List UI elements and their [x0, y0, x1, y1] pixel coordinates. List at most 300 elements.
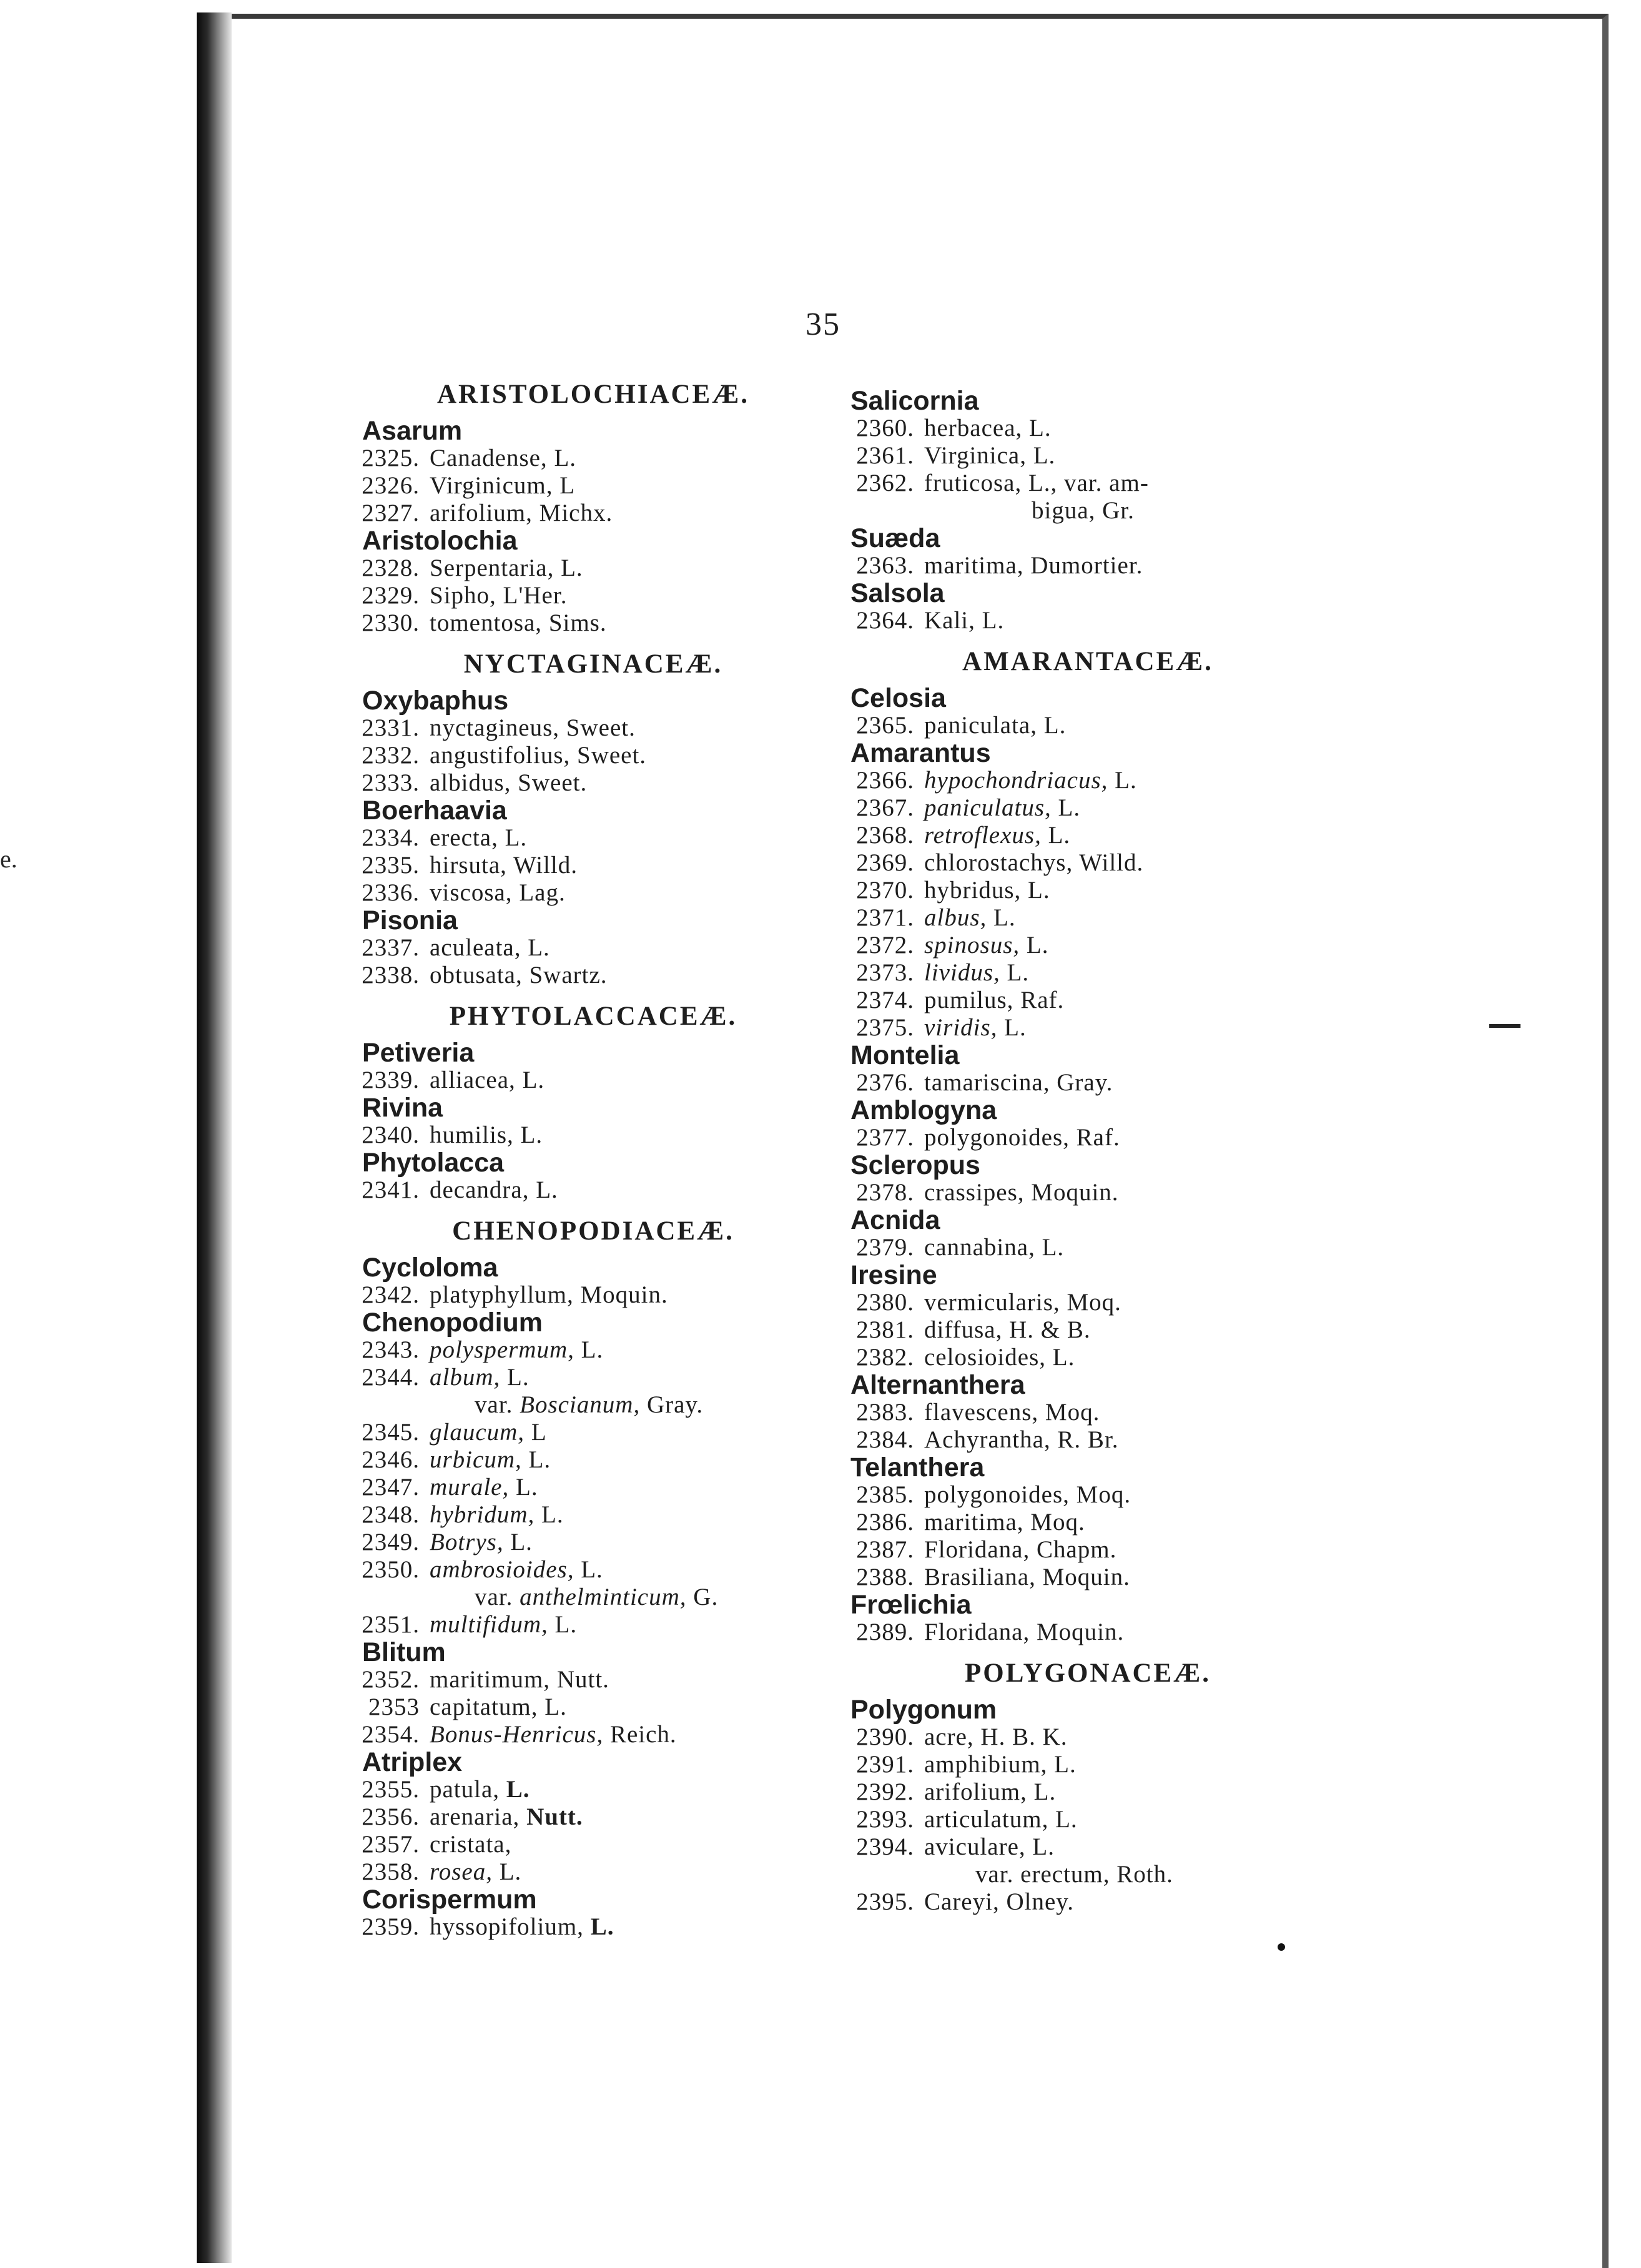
species-entry: [844, 607, 1331, 634]
catalog-number: 2333.: [362, 769, 420, 796]
species-entry: [350, 1336, 837, 1364]
catalog-number: 2390.: [856, 1723, 914, 1750]
variety-prefix: var.: [975, 1861, 1014, 1888]
species-name: pumilus,: [924, 987, 1014, 1013]
species-name: Canadense,: [430, 445, 548, 471]
family-heading: PHYTOLACCACEÆ.: [449, 1002, 737, 1031]
catalog-number: 2394.: [856, 1833, 914, 1860]
species-name: Floridana,: [924, 1536, 1030, 1563]
species-authority: L.: [1054, 1751, 1077, 1778]
variety-authority: Gray.: [646, 1391, 704, 1418]
species-name: herbacea,: [924, 415, 1023, 441]
species-authority: L: [531, 1419, 547, 1446]
catalog-number: 2338.: [362, 962, 420, 989]
species-entry: [844, 1888, 1331, 1916]
species-name: decandra,: [430, 1176, 530, 1203]
species-authority: Moq.: [1045, 1399, 1100, 1426]
genus-heading: Atriplex: [362, 1747, 463, 1777]
catalog-number: 2336.: [362, 879, 420, 906]
species-entry: [844, 932, 1331, 959]
variety-prefix: var.: [475, 1391, 513, 1418]
catalog-number: 2340.: [362, 1122, 420, 1148]
species-name: Kali,: [924, 607, 975, 634]
species-name: Careyi,: [924, 1888, 1000, 1915]
catalog-number: 2342.: [362, 1281, 420, 1308]
genus-heading: Corispermum: [362, 1885, 537, 1915]
catalog-number: 2372.: [856, 932, 914, 959]
species-authority: L.: [528, 1446, 551, 1473]
species-authority: Gray.: [1057, 1069, 1113, 1096]
catalog-number: 2374.: [856, 987, 914, 1013]
species-entry: [350, 824, 837, 852]
species-entry: [844, 552, 1331, 579]
species-name: chlorostachys,: [924, 849, 1073, 876]
catalog-number: 2331.: [362, 714, 420, 741]
species-name: tomentosa,: [430, 609, 543, 636]
species-entry: [844, 1014, 1331, 1042]
family-heading: CHENOPODIACEÆ.: [452, 1216, 734, 1246]
species-authority: Dumortier.: [1030, 552, 1143, 579]
catalog-number: 2370.: [856, 877, 914, 904]
species-entry: [350, 1419, 837, 1446]
species-entry: [350, 1721, 837, 1748]
species-entry: [844, 442, 1331, 470]
species-entry: [350, 1176, 837, 1204]
species-authority: Raf.: [1020, 987, 1065, 1013]
catalog-number: 2393.: [856, 1806, 914, 1833]
species-authority: L.: [541, 1501, 564, 1528]
species-entry: [350, 1474, 837, 1501]
species-name: polyspermum,: [430, 1336, 574, 1363]
genus-heading: Asarum: [362, 416, 463, 446]
catalog-number: 2332.: [362, 742, 420, 769]
species-name: Bonus-Henricus,: [430, 1721, 604, 1748]
species-authority: L.: [590, 1913, 614, 1940]
catalog-number: 2356.: [362, 1803, 420, 1830]
species-authority: L.: [506, 1776, 530, 1803]
species-authority: Moq.: [1076, 1481, 1131, 1508]
catalog-number: 2343.: [362, 1336, 420, 1363]
species-authority: L.: [1033, 1778, 1057, 1805]
species-name: crassipes,: [924, 1179, 1025, 1206]
catalog-number: 2367.: [856, 794, 914, 821]
species-authority: L.: [581, 1556, 603, 1583]
catalog-number: 2335.: [362, 852, 420, 879]
catalog-number: 2341.: [362, 1176, 420, 1203]
species-authority: L.: [505, 824, 528, 851]
species-entry: [350, 852, 837, 879]
species-name: fruticosa,: [924, 470, 1022, 496]
species-authority: L.: [993, 904, 1016, 931]
genus-heading: Scleropus: [850, 1150, 980, 1180]
variety-name: erectum,: [1020, 1861, 1110, 1888]
species-name: acre,: [924, 1723, 974, 1750]
species-name: paniculatus,: [924, 794, 1052, 821]
catalog-number: 2391.: [856, 1751, 914, 1778]
species-entry: [350, 879, 837, 907]
catalog-number: 2380.: [856, 1289, 914, 1316]
catalog-number: 2359.: [362, 1913, 420, 1940]
species-authority: L.: [510, 1529, 533, 1556]
catalog-number: 2386.: [856, 1509, 914, 1536]
catalog-number: 2366.: [856, 767, 914, 794]
species-authority: Moq.: [1030, 1509, 1085, 1536]
genus-heading: Aristolochia: [362, 526, 518, 556]
species-entry: [844, 1481, 1331, 1509]
species-entry: [350, 1446, 837, 1474]
species-authority: Sweet.: [518, 769, 588, 796]
genus-heading: Iresine: [850, 1260, 937, 1290]
species-entry: [844, 1806, 1331, 1833]
species-name: capitatum,: [430, 1694, 538, 1720]
variety-name: anthelminticum,: [520, 1584, 687, 1610]
catalog-number: 2358.: [362, 1858, 420, 1885]
species-authority: Nutt.: [526, 1803, 583, 1830]
species-authority: Michx.: [539, 500, 613, 526]
species-entry: [844, 987, 1331, 1014]
genus-heading: Acnida: [850, 1205, 940, 1235]
catalog-number: 2377.: [856, 1124, 914, 1151]
species-name: articulatum,: [924, 1806, 1049, 1833]
species-name: amphibium,: [924, 1751, 1048, 1778]
species-entry: [350, 1501, 837, 1529]
family-heading: POLYGONACEÆ.: [965, 1659, 1211, 1688]
species-name: patula,: [430, 1776, 500, 1803]
species-authority: L.: [1007, 959, 1030, 986]
genus-heading: Salsola: [850, 578, 945, 608]
species-entry: [844, 1179, 1331, 1206]
genus-heading: Frœlichia: [850, 1590, 972, 1620]
species-entry: [350, 934, 837, 962]
catalog-number: 2369.: [856, 849, 914, 876]
species-entry: [350, 582, 837, 609]
species-name: paniculata,: [924, 712, 1037, 739]
species-authority: L.: [561, 555, 583, 581]
species-entry: [350, 609, 837, 637]
species-authority: L.: [982, 607, 1005, 634]
species-name: erecta,: [430, 824, 498, 851]
species-name: Virginica,: [924, 442, 1027, 469]
catalog-number: 2349.: [362, 1529, 420, 1556]
catalog-number: 2337.: [362, 934, 420, 961]
species-authority: L.: [1048, 822, 1071, 849]
species-authority: L.: [554, 445, 577, 471]
species-authority: L.: [1058, 794, 1081, 821]
catalog-number: 2346.: [362, 1446, 420, 1473]
species-name: celosioides,: [924, 1344, 1047, 1371]
genus-heading: Oxybaphus: [362, 686, 509, 716]
species-authority: Sweet.: [566, 714, 636, 741]
species-entry: [350, 742, 837, 769]
species-authority: L.: [1026, 932, 1049, 959]
species-authority: Swartz.: [529, 962, 608, 989]
species-entry: [844, 1234, 1331, 1261]
species-name: arifolium,: [924, 1778, 1027, 1805]
species-entry: [844, 1619, 1331, 1646]
species-name: polygonoides,: [924, 1481, 1070, 1508]
species-entry: [350, 1611, 837, 1639]
species-authority: Raf.: [1076, 1124, 1120, 1151]
catalog-number: 2368.: [856, 822, 914, 849]
catalog-number: 2355.: [362, 1776, 420, 1803]
species-name: diffusa,: [924, 1316, 1003, 1343]
species-name: rosea,: [430, 1858, 493, 1885]
species-name: ambrosioides,: [430, 1556, 574, 1583]
species-name: urbicum,: [430, 1446, 522, 1473]
catalog-number: 2328.: [362, 555, 420, 581]
species-entry: [350, 1776, 837, 1803]
species-entry: [844, 415, 1331, 442]
catalog-number: 2345.: [362, 1419, 420, 1446]
catalog-number: 2351.: [362, 1611, 420, 1638]
species-name: angustifolius,: [430, 742, 571, 769]
species-name: Sipho,: [430, 582, 496, 609]
species-authority: L'Her.: [503, 582, 568, 609]
species-name: Floridana,: [924, 1619, 1030, 1645]
variety-authority: Roth.: [1116, 1861, 1173, 1888]
variety-name: Boscianum,: [520, 1391, 641, 1418]
species-name: albidus,: [430, 769, 511, 796]
catalog-number: 2383.: [856, 1399, 914, 1426]
species-entry: [350, 1067, 837, 1094]
catalog-number: 2326.: [362, 472, 420, 499]
species-name: maritima,: [924, 1509, 1024, 1536]
family-heading: AMARANTACEÆ.: [962, 647, 1213, 676]
species-name: glaucum,: [430, 1419, 525, 1446]
species-name: murale,: [430, 1474, 510, 1501]
species-authority: Reich.: [609, 1721, 677, 1748]
species-authority: H. B. K.: [980, 1723, 1068, 1750]
species-name: hirsuta,: [430, 852, 507, 879]
catalog-number: 2384.: [856, 1426, 914, 1453]
species-authority: L.: [1055, 1806, 1078, 1833]
species-entry: [350, 1913, 837, 1941]
species-entry: [844, 1316, 1331, 1344]
variety-prefix: var.: [475, 1584, 513, 1610]
species-entry: [844, 1399, 1331, 1426]
species-name: flavescens,: [924, 1399, 1039, 1426]
species-entry: [844, 959, 1331, 987]
species-name: tamariscina,: [924, 1069, 1050, 1096]
species-entry: [350, 1803, 837, 1831]
species-entry: [844, 849, 1331, 877]
species-entry: [350, 714, 837, 742]
species-name: Achyrantha,: [924, 1426, 1051, 1453]
species-name: aculeata,: [430, 934, 521, 961]
catalog-number: 2353: [368, 1694, 420, 1720]
species-name: viridis,: [924, 1014, 998, 1041]
facing-page-text-fragment: e.: [0, 845, 17, 873]
species-name: obtusata,: [430, 962, 523, 989]
variety-entry: [350, 1391, 837, 1419]
species-entry: [350, 1666, 837, 1694]
catalog-number: 2371.: [856, 904, 914, 931]
species-name: maritima,: [924, 552, 1024, 579]
species-entry: [844, 767, 1331, 794]
genus-heading: Cycloloma: [362, 1253, 498, 1283]
species-name: multifidum,: [430, 1611, 548, 1638]
species-entry: [844, 1723, 1331, 1751]
genus-heading: Blitum: [362, 1637, 446, 1667]
species-authority: L.: [554, 1611, 578, 1638]
species-name: Brasiliana,: [924, 1564, 1036, 1590]
species-entry: [844, 1778, 1331, 1806]
catalog-number: 2382.: [856, 1344, 914, 1371]
genus-heading: Rivina: [362, 1093, 443, 1123]
catalog-number: 2375.: [856, 1014, 914, 1041]
species-name: nyctagineus,: [430, 714, 560, 741]
catalog-number: 2376.: [856, 1069, 914, 1096]
species-authority: L.: [545, 1694, 567, 1720]
species-entry: [350, 1858, 837, 1886]
species-entry: [350, 445, 837, 472]
species-authority: L.: [499, 1858, 522, 1885]
species-name: hybridum,: [430, 1501, 535, 1528]
species-entry: [844, 1344, 1331, 1371]
genus-heading: Amblogyna: [850, 1095, 997, 1125]
species-authority: L.: [1033, 442, 1056, 469]
variety-authority: G.: [693, 1584, 719, 1610]
species-name: hybridus,: [924, 877, 1022, 904]
species-entry: [844, 470, 1331, 497]
species-authority: Willd.: [1079, 849, 1144, 876]
species-name: viscosa,: [430, 879, 513, 906]
catalog-number: 2395.: [856, 1888, 914, 1915]
species-authority: L., var. am-: [1028, 470, 1149, 496]
species-name: cristata,: [430, 1831, 512, 1858]
species-authority: L.: [1028, 877, 1050, 904]
species-entry: [844, 1833, 1331, 1861]
species-authority: L.: [1043, 712, 1067, 739]
book-binding-gutter: [197, 12, 232, 2263]
species-name: hypochondriacus,: [924, 767, 1108, 794]
species-name: Botrys,: [430, 1529, 504, 1556]
catalog-number: 2348.: [362, 1501, 420, 1528]
catalog-number: 2388.: [856, 1564, 914, 1590]
catalog-number: 2339.: [362, 1067, 420, 1093]
family-heading: ARISTOLOCHIACEÆ.: [436, 380, 749, 409]
species-authority: L.: [528, 934, 550, 961]
catalog-number: 2363.: [856, 552, 914, 579]
species-entry: [350, 1831, 837, 1858]
species-entry: [844, 1509, 1331, 1536]
species-authority: R. Br.: [1057, 1426, 1119, 1453]
catalog-number: 2381.: [856, 1316, 914, 1343]
species-name: lividus,: [924, 959, 1000, 986]
page-number: 35: [806, 307, 840, 342]
species-name: album,: [430, 1364, 501, 1391]
species-entry: [350, 1556, 837, 1584]
catalog-number: 2362.: [856, 470, 914, 496]
species-entry: [350, 1694, 837, 1721]
genus-heading: Celosia: [850, 683, 946, 713]
catalog-number: 2389.: [856, 1619, 914, 1645]
species-authority: L.: [581, 1336, 604, 1363]
family-heading: NYCTAGINACEÆ.: [463, 649, 723, 679]
species-authority: Moquin.: [1036, 1619, 1125, 1645]
species-entry: [350, 472, 837, 500]
ink-dot: [1278, 1943, 1285, 1951]
species-entry: [350, 1529, 837, 1556]
species-authority: Moquin.: [580, 1281, 668, 1308]
species-entry: [844, 904, 1331, 932]
species-entry: [350, 555, 837, 582]
species-entry: [844, 1426, 1331, 1454]
species-entry: [350, 962, 837, 989]
catalog-number: 2373.: [856, 959, 914, 986]
catalog-number: 2392.: [856, 1778, 914, 1805]
species-authority: Lag.: [519, 879, 566, 906]
genus-heading: Montelia: [850, 1040, 960, 1070]
catalog-number: 2365.: [856, 712, 914, 739]
species-name: humilis,: [430, 1122, 514, 1148]
catalog-number: 2360.: [856, 415, 914, 441]
species-authority: L.: [1042, 1234, 1065, 1261]
species-authority: H. & B.: [1009, 1316, 1091, 1343]
genus-heading: Suæda: [850, 523, 940, 553]
species-entry: [350, 769, 837, 797]
catalog-number: 2354.: [362, 1721, 420, 1748]
species-entry: [844, 822, 1331, 849]
variety-entry: [844, 1861, 1331, 1888]
left-text-column: [350, 381, 837, 1941]
species-name: cannabina,: [924, 1234, 1035, 1261]
catalog-number: 2379.: [856, 1234, 914, 1261]
catalog-number: 2350.: [362, 1556, 420, 1583]
variety-entry: [350, 1584, 837, 1611]
facing-page-edge: [0, 0, 197, 2263]
catalog-number: 2344.: [362, 1364, 420, 1391]
species-authority: L.: [1115, 767, 1137, 794]
species-entry: [844, 877, 1331, 904]
species-name: arifolium,: [430, 500, 533, 526]
genus-heading: Telanthera: [850, 1452, 985, 1482]
genus-heading: Amarantus: [850, 738, 991, 768]
species-authority: L.: [522, 1067, 545, 1093]
catalog-number: 2387.: [856, 1536, 914, 1563]
species-entry: [844, 712, 1331, 739]
genus-heading: Pisonia: [362, 905, 458, 935]
species-authority: Sims.: [548, 609, 607, 636]
species-authority: L.: [516, 1474, 538, 1501]
species-authority: L.: [520, 1122, 543, 1148]
catalog-number: 2334.: [362, 824, 420, 851]
species-name: hyssopifolium,: [430, 1913, 584, 1940]
catalog-number: 2357.: [362, 1831, 420, 1858]
species-name: retroflexus,: [924, 822, 1042, 849]
catalog-number: 2329.: [362, 582, 420, 609]
species-entry: [844, 1536, 1331, 1564]
species-authority: Willd.: [513, 852, 578, 879]
catalog-number: 2378.: [856, 1179, 914, 1206]
species-authority: Nutt.: [556, 1666, 609, 1693]
species-authority: L.: [1004, 1014, 1027, 1041]
species-name: vermicularis,: [924, 1289, 1060, 1316]
catalog-number: 2364.: [856, 607, 914, 634]
species-authority: Moquin.: [1042, 1564, 1130, 1590]
species-entry: [844, 794, 1331, 822]
species-authority: L.: [507, 1364, 530, 1391]
species-authority: L.: [1032, 1833, 1055, 1860]
species-name: spinosus,: [924, 932, 1020, 959]
species-entry: [844, 1564, 1331, 1591]
species-name: maritimum,: [430, 1666, 551, 1693]
species-authority: L.: [1029, 415, 1052, 441]
genus-heading: Petiveria: [362, 1038, 475, 1068]
genus-heading: Alternanthera: [850, 1370, 1025, 1400]
species-authority: L.: [1052, 1344, 1075, 1371]
species-authority: L.: [536, 1176, 558, 1203]
